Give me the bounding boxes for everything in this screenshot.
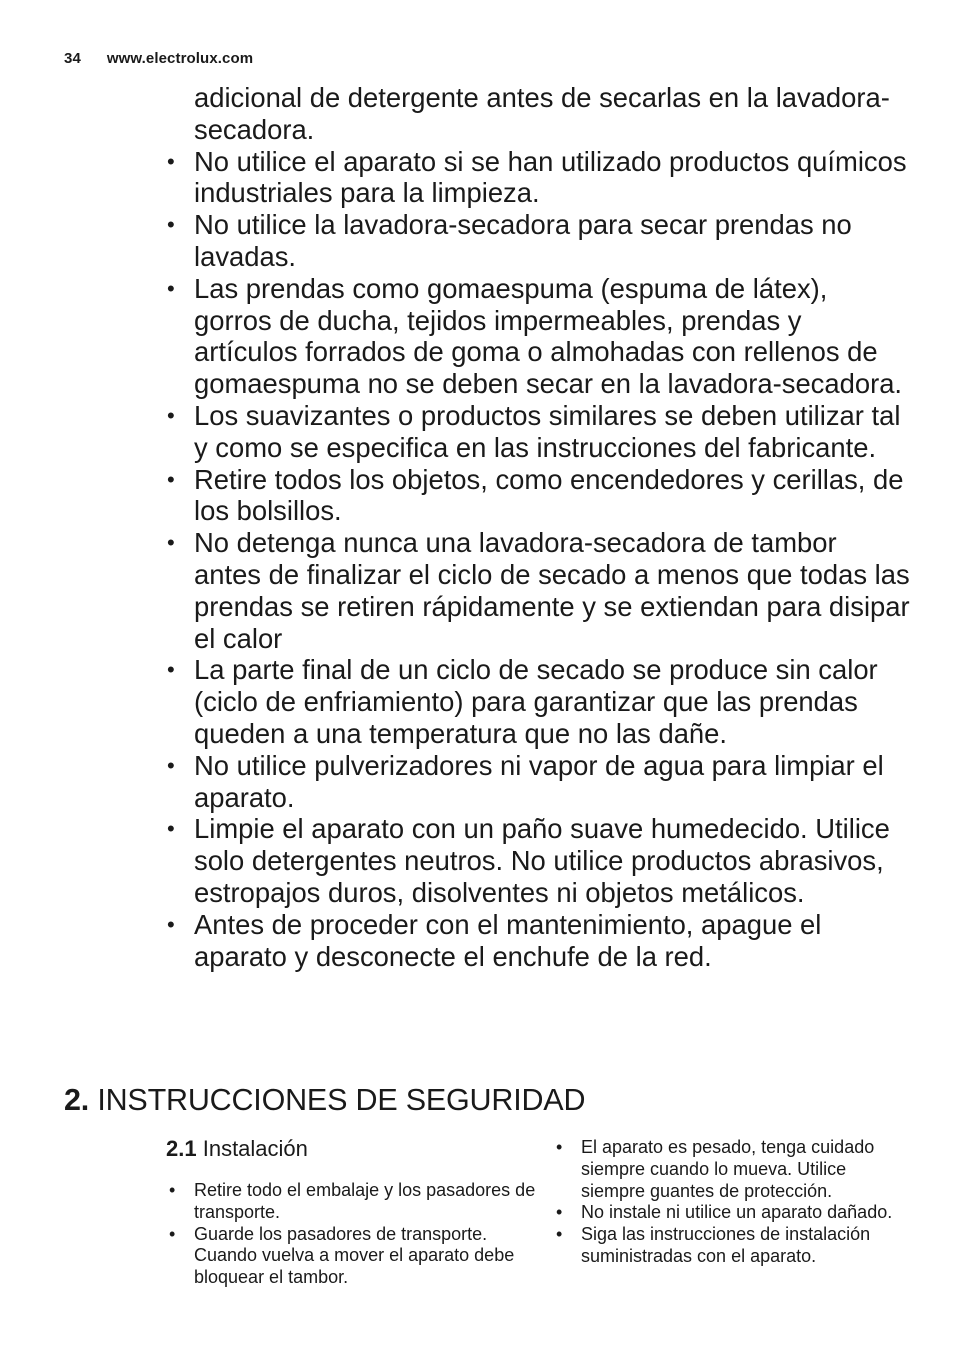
safety-list: [165, 82, 910, 972]
right-column: [553, 1137, 913, 1268]
list-item: • Antes de proceder con el mantenimiento, apague el aparato y desconecte el enchufe de la red.: [165, 909, 910, 973]
list-item: • Retire todo el embalaje y los pasadores de transporte.: [166, 1180, 536, 1224]
list-item: • La parte final de un ciclo de secado se produce sin calor (ciclo de enfriamiento) para garantizar que las prendas queden a una temperatura que no las dañe.: [165, 654, 910, 749]
list-item: • No utilice pulverizadores ni vapor de agua para limpiar el aparato.: [165, 750, 910, 814]
list-item: • No detenga nunca una lavadora-secadora de tambor antes de finalizar el ciclo de secado a menos que todas las prendas se retiren rápidamente y se extiendan para disipar el calor: [165, 527, 910, 654]
page-number: 34: [64, 50, 81, 67]
list-item: • No instale ni utilice un aparato dañado.: [553, 1202, 913, 1224]
subsection-title-text: Instalación: [202, 1136, 308, 1161]
section-number: 2.: [64, 1083, 90, 1117]
list-item: • El aparato es pesado, tenga cuidado siempre cuando lo mueva. Utilice siempre guantes de protección.: [553, 1137, 913, 1202]
list-item: • Los suavizantes o productos similares se deben utilizar tal y como se especifica en las instrucciones del fabricante.: [165, 400, 910, 464]
subsection-number: 2.1: [166, 1136, 197, 1161]
website-link[interactable]: www.electrolux.com: [106, 50, 254, 67]
section-title-text: INSTRUCCIONES DE SEGURIDAD: [97, 1083, 586, 1117]
list-item: • Limpie el aparato con un paño suave humedecido. Utilice solo detergentes neutros. No utilice productos abrasivos, estropajos duros, disolventes ni objetos metálicos.: [165, 813, 910, 908]
subsection-title: [166, 1136, 536, 1162]
list-item: • No utilice la lavadora-secadora para secar prendas no lavadas.: [165, 209, 910, 273]
list-item: • No utilice el aparato si se han utilizado productos químicos industriales para la limpieza.: [165, 146, 910, 210]
page-header: [64, 50, 253, 67]
section-title: [64, 1083, 585, 1118]
list-item: • Las prendas como gomaespuma (espuma de látex), gorros de ducha, tejidos impermeables, prendas y artículos forrados de goma o almohadas con rellenos de gomaespuma no se deben secar en la lavadora-secadora.: [165, 273, 910, 400]
list-item: • Retire todos los objetos, como encendedores y cerillas, de los bolsillos.: [165, 464, 910, 528]
list-item: • Guarde los pasadores de transporte. Cuando vuelva a mover el aparato debe bloquear el tambor.: [166, 1224, 536, 1289]
list-item: adicional de detergente antes de secarlas en la lavadora-secadora.: [194, 82, 890, 145]
list-item: • Siga las instrucciones de instalación suministradas con el aparato.: [553, 1224, 913, 1268]
left-column: [166, 1136, 536, 1289]
installation-list-left: [166, 1180, 536, 1289]
installation-list-right: [553, 1137, 913, 1268]
